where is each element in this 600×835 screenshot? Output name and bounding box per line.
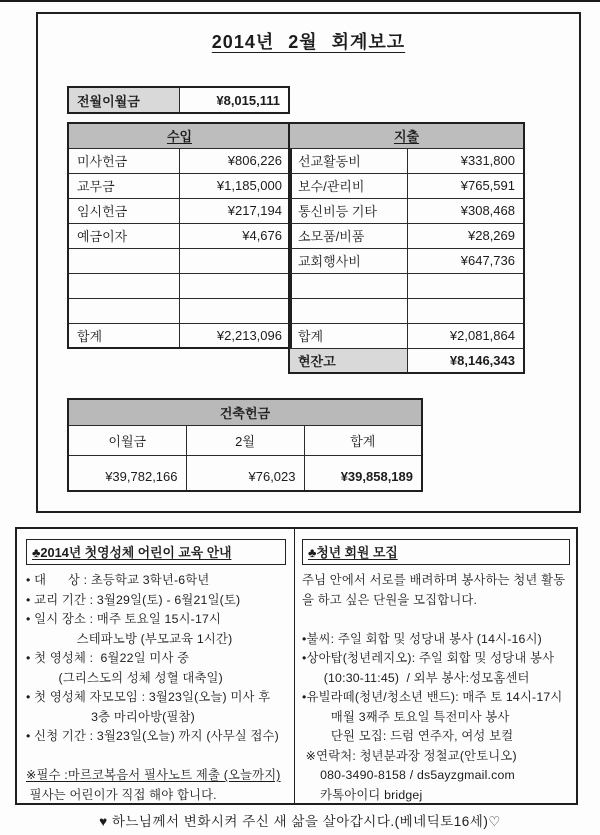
notice-line: 카톡아이디 bridgej — [302, 787, 423, 802]
carryover-amount: ¥8,015,111 — [179, 87, 289, 113]
expense-value: ¥765,591 — [407, 173, 524, 198]
table-row — [68, 223, 291, 248]
building-fund-total: ¥39,858,189 — [304, 455, 422, 491]
income-value — [179, 248, 291, 273]
notice-line: 3층 마리아방(필참) — [26, 709, 195, 724]
notice-right-title: ♣청년 회원 모집 — [302, 539, 570, 565]
expense-total-row — [289, 323, 524, 348]
expense-label — [289, 298, 407, 323]
income-total-row — [68, 323, 291, 348]
table-row — [289, 273, 524, 298]
notice-line: •유빌라떼(청년/청소년 밴드): 매주 토 14시-17시 — [302, 690, 563, 704]
income-header-row — [68, 123, 291, 148]
expense-value: ¥28,269 — [407, 223, 524, 248]
expense-header: 지출 — [289, 123, 524, 148]
notice-line: ※연락처: 청년분과장 정철교(안토니오) — [302, 748, 517, 763]
carryover-label: 전월이월금 — [68, 87, 179, 113]
income-value: ¥806,226 — [179, 148, 291, 173]
table-row — [68, 148, 291, 173]
table-row — [68, 273, 291, 298]
notice-line: 매월 3째주 토요일 특전미사 봉사 — [302, 709, 510, 724]
income-value — [179, 298, 291, 323]
expense-total-label: 합계 — [289, 323, 407, 348]
notice-youth-recruit — [295, 529, 576, 803]
notice-line: • 신청 기간 : 3월23일(오늘) 까지 (사무실 접수) — [26, 729, 279, 743]
footer-quote: ♥ 하느님께서 변화시켜 주신 새 삶을 살아갑시다.(베네딕토16세)♡ — [99, 814, 501, 829]
income-value — [179, 273, 291, 298]
notice-first-communion — [17, 529, 295, 803]
table-row — [68, 248, 291, 273]
expense-value: ¥647,736 — [407, 248, 524, 273]
expense-label: 소모품/비품 — [289, 223, 407, 248]
notice-line: •상아탑(청년레지오): 주일 회합 및 성당내 봉사 — [302, 651, 555, 665]
balance-row — [289, 348, 524, 373]
expense-label — [289, 273, 407, 298]
income-label — [68, 248, 179, 273]
expense-label: 선교활동비 — [289, 148, 407, 173]
table-row — [289, 248, 524, 273]
table-row — [68, 198, 291, 223]
notice-line: • 교리 기간 : 3월29일(토) - 6월21일(토) — [26, 592, 241, 607]
building-fund-col: 합계 — [304, 425, 422, 455]
expense-value: ¥331,800 — [407, 148, 524, 173]
income-total-label: 합계 — [68, 323, 179, 348]
table-row — [289, 223, 524, 248]
income-label: 미사헌금 — [68, 148, 179, 173]
notice-line: 을 하고 싶은 단원을 모집합니다. — [302, 592, 478, 607]
notice-line: • 첫 영성체 : 6월22일 미사 중 — [26, 651, 190, 665]
building-fund-table — [67, 398, 423, 492]
notice-line: • 대 상 : 초등학교 3학년-6학년 — [26, 573, 210, 587]
notice-line: • 첫 영성체 자모모임 : 3월23일(오늘) 미사 후 — [26, 690, 271, 704]
table-row — [289, 173, 524, 198]
expense-value — [407, 298, 524, 323]
income-value: ¥217,194 — [179, 198, 291, 223]
building-fund-col: 2월 — [186, 425, 304, 455]
income-label: 예금이자 — [68, 223, 179, 248]
building-fund-title: 건축헌금 — [68, 399, 422, 425]
income-label — [68, 273, 179, 298]
notice-line: 주님 안에서 서로를 배려하며 봉사하는 청년 활동 — [302, 573, 566, 587]
carryover-table — [67, 86, 290, 114]
building-fund-values-row — [68, 455, 422, 491]
income-value: ¥1,185,000 — [179, 173, 291, 198]
income-label: 교무금 — [68, 173, 179, 198]
table-row — [68, 87, 289, 113]
notice-line: 단원 모집: 드럼 연주자, 여성 보컬 — [302, 729, 514, 743]
notice-line: 스테파노방 (부모교육 1시간) — [26, 631, 233, 646]
notice-line: • 일시 장소 : 매주 토요일 15시-17시 — [26, 612, 222, 626]
expense-label: 통신비등 기타 — [289, 198, 407, 223]
table-row — [68, 298, 291, 323]
notice-line: (그리스도의 성체 성혈 대축일) — [26, 670, 223, 685]
table-row — [289, 198, 524, 223]
notice-line — [26, 747, 286, 767]
expense-value: ¥308,468 — [407, 198, 524, 223]
notice-line: (10:30-11:45) / 외부 봉사:성모홈센터 — [302, 670, 530, 685]
notice-line: 080-3490-8158 / ds5ayzgmail.com — [302, 768, 515, 782]
income-table — [67, 122, 292, 349]
table-row — [289, 148, 524, 173]
expense-label: 교회행사비 — [289, 248, 407, 273]
income-label — [68, 298, 179, 323]
income-total-value: ¥2,213,096 — [179, 323, 291, 348]
notice-left-title: ♣2014년 첫영성체 어린이 교육 안내 — [26, 539, 286, 565]
table-row — [289, 298, 524, 323]
announcements-section — [15, 527, 578, 805]
income-value: ¥4,676 — [179, 223, 291, 248]
income-header: 수입 — [68, 123, 291, 148]
building-fund-columns-row — [68, 425, 422, 455]
page-top-edge — [0, 0, 600, 2]
expense-value — [407, 273, 524, 298]
balance-value: ¥8,146,343 — [407, 348, 524, 373]
notice-line-required: ※필수 :마르코복음서 필사노트 제출 (오늘까지) — [26, 768, 281, 782]
expense-total-value: ¥2,081,864 — [407, 323, 524, 348]
building-fund-header-row — [68, 399, 422, 425]
building-fund-value: ¥39,782,166 — [68, 455, 186, 491]
table-row — [68, 173, 291, 198]
balance-label: 현잔고 — [289, 348, 407, 373]
expense-table — [288, 122, 525, 374]
income-label: 임시헌금 — [68, 198, 179, 223]
notice-line — [302, 610, 570, 630]
page-title: 2014년 2월 회계보고 — [211, 32, 406, 52]
building-fund-value: ¥76,023 — [186, 455, 304, 491]
expense-label: 보수/관리비 — [289, 173, 407, 198]
notice-line: •불씨: 주일 회합 및 성당내 봉사 (14시-16시) — [302, 631, 542, 646]
notice-line: 필사는 어린이가 직접 해야 합니다. — [26, 787, 217, 802]
expense-header-row — [289, 123, 524, 148]
building-fund-col: 이월금 — [68, 425, 186, 455]
